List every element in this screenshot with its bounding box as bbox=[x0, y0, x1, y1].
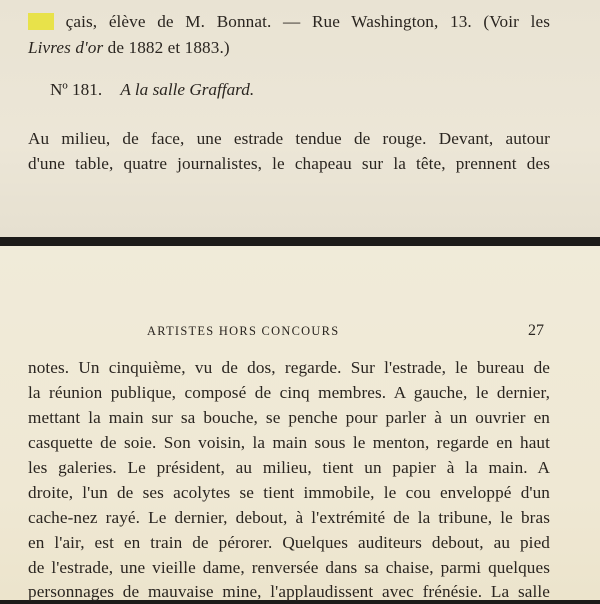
top-line-1-text: çais, élève de M. Bonnat. — Rue Washington, 13. (Voir les bbox=[65, 12, 550, 31]
livres-dor-italic: Livres d'or bbox=[28, 38, 104, 57]
bottom-paragraph-line: cache-nez rayé. Le dernier, debout, à l'extrémité de la tribune, le bras bbox=[28, 508, 550, 527]
top-paragraph-line: Au milieu, de face, une estrade tendue de rouge. Devant, autour bbox=[28, 129, 550, 148]
top-line-1 bbox=[28, 10, 550, 34]
entry-number: Nº 181. bbox=[50, 80, 103, 99]
top-line-2 bbox=[28, 36, 550, 60]
bottom-paragraph-line: notes. Un cinquième, vu de dos, regarde. Sur l'estrade, le bureau de bbox=[28, 358, 550, 377]
entry-heading bbox=[50, 78, 254, 102]
top-line-2-rest: de 1882 et 1883.) bbox=[103, 38, 230, 57]
bottom-paragraph-line: les galeries. Le président, au milieu, tient un papier à la main. A bbox=[28, 458, 550, 477]
bottom-paragraph-line: mettant la main sur sa bouche, se penche pour parler à un ouvrier en bbox=[28, 408, 550, 427]
running-head: ARTISTES HORS CONCOURS bbox=[147, 324, 340, 338]
bottom-paragraph-line: personnages de mauvaise mine, l'applaudissent avec frénésie. La salle bbox=[28, 582, 550, 601]
top-paragraph-line: d'une table, quatre journalistes, le chapeau sur la tête, prennent des bbox=[28, 154, 550, 173]
bottom-paragraph-line: de l'estrade, une vieille dame, renversée dans sa chaise, parmi quelques bbox=[28, 558, 550, 577]
top-page bbox=[0, 0, 600, 237]
bottom-paragraph-line: la réunion publique, composé de cinq membres. A gauche, le dernier, bbox=[28, 383, 550, 402]
bottom-paragraph-line: en l'air, est en train de pérorer. Quelques auditeurs debout, au pied bbox=[28, 533, 550, 552]
page-number: 27 bbox=[528, 322, 544, 339]
bottom-paragraph-line: casquette de soie. Son voisin, la main sous le menton, regarde en haut bbox=[28, 433, 550, 452]
entry-title: A la salle Graffard. bbox=[120, 80, 255, 99]
bottom-paragraph-line: droite, l'un de ses acolytes se tient immobile, le cou enveloppé d'un bbox=[28, 483, 550, 502]
page-header bbox=[0, 322, 600, 344]
highlight-mark bbox=[28, 13, 54, 30]
